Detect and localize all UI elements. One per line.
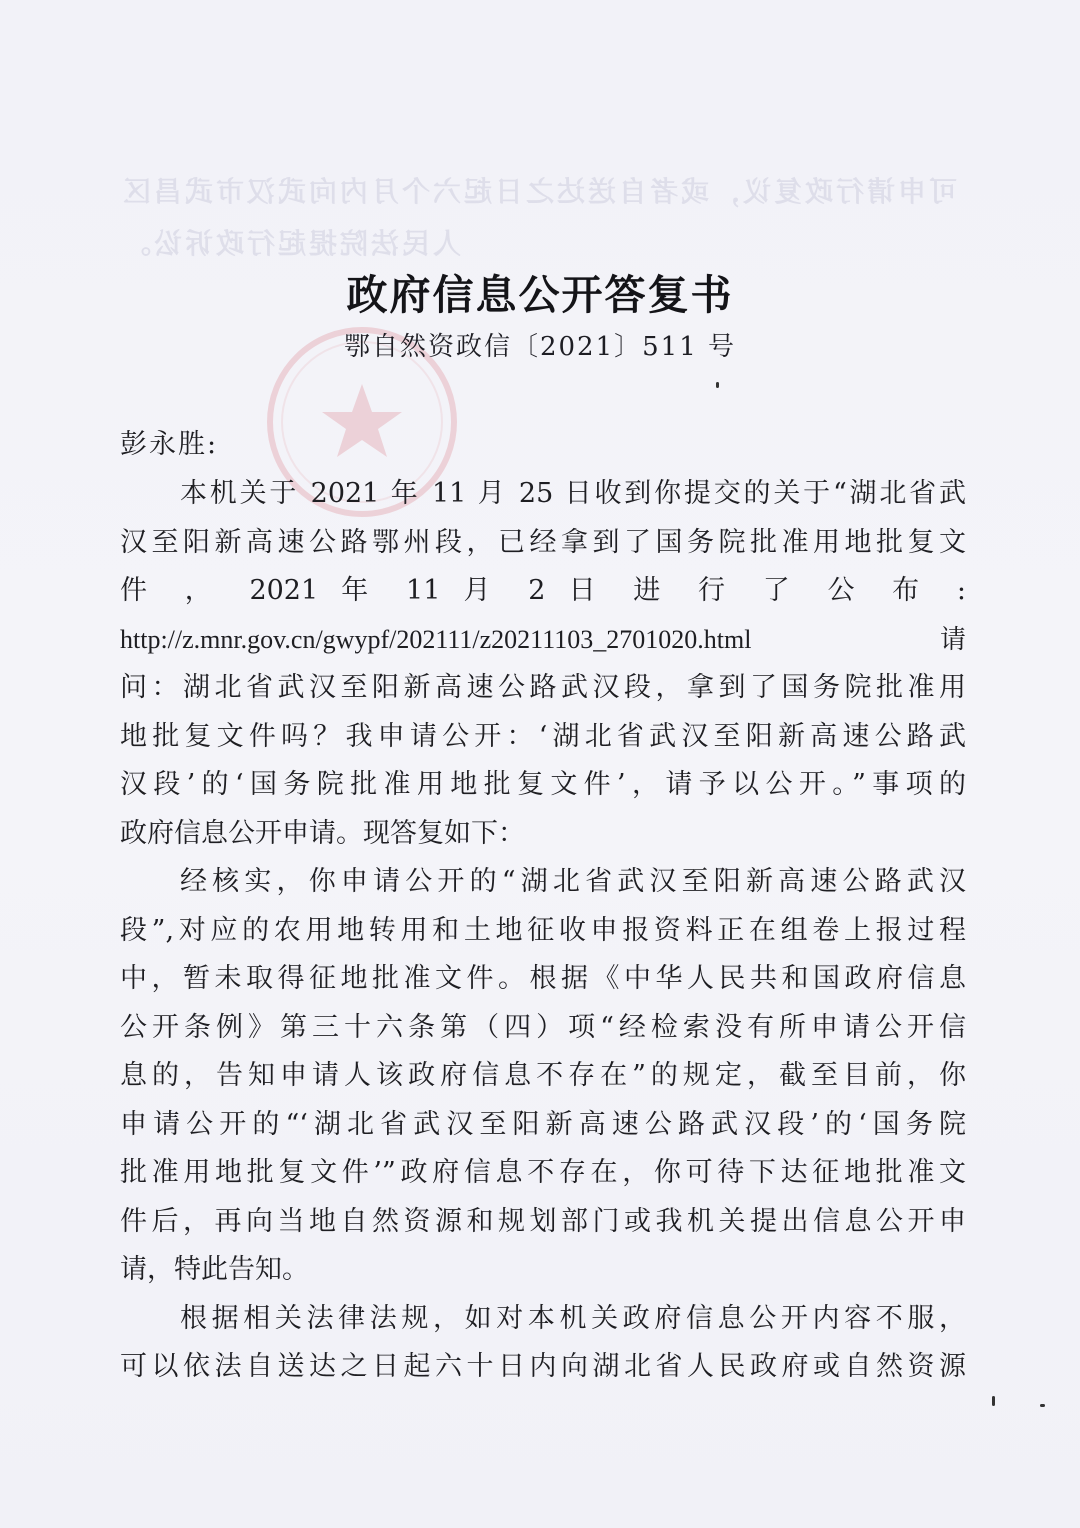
body-line: 汉段’的‘国务院批准用地批复文件’，请予以公开。”事项的: [120, 769, 966, 800]
body-line-url: http://z.mnr.gov.cn/gwypf/202111/z20211103_2701020.html 请: [120, 624, 966, 654]
body-line: 息的，告知申请人该政府信息不存在”的规定，截至目前，你: [120, 1060, 966, 1091]
body-line: 申请公开的“‘湖北省武汉至阳新高速公路武汉段’的‘国务院: [120, 1108, 966, 1140]
bleed-through-line-1: 可申请行政复议，或者自送达之日起六个月内向武汉市武昌区: [120, 175, 958, 208]
body-line: 请，特此告知。: [120, 1254, 309, 1285]
salutation: 彭永胜:: [120, 429, 219, 460]
page-title: 政府信息公开答复书: [346, 271, 734, 319]
body-line: 政府信息公开申请。现答复如下：: [120, 817, 525, 849]
body-line: 本机关于 2021 年 11 月 25 日收到你提交的关于“湖北省武: [180, 478, 966, 509]
document-number: 鄂自然资政信〔2021〕511 号: [343, 332, 737, 362]
body-line: 根据相关法律法规，如对本机关政府信息公开内容不服，: [180, 1302, 966, 1334]
body-line: 问：湖北省武汉至阳新高速公路武汉段，拿到了国务院批准用: [120, 672, 966, 703]
scan-speck: [992, 1396, 995, 1406]
body-line: 批准用地批复文件’”政府信息不存在，你可待下达征地批准文: [120, 1157, 966, 1188]
body-line: 段”,对应的农用地转用和土地征收申报资料正在组卷上报过程: [120, 914, 966, 946]
scan-speck: [1040, 1404, 1045, 1407]
bleed-through-line-2: 人民法院提起行政诉讼。: [120, 227, 462, 260]
body-line: 件 ， 2021 年 11 月 2 日 进 行 了 公 布 :: [120, 575, 966, 606]
body-line: 地批复文件吗？我申请公开：‘湖北省武汉至阳新高速公路武: [120, 720, 966, 752]
body-line: 汉至阳新高速公路鄂州段，已经拿到了国务院批准用地批复文: [120, 526, 966, 558]
body-line: 经核实，你申请公开的“湖北省武汉至阳新高速公路武汉: [180, 866, 966, 897]
body-line: 中，暂未取得征地批准文件。根据《中华人民共和国政府信息: [120, 963, 966, 994]
body-line: 件后，再向当地自然资源和规划部门或我机关提出信息公开申: [120, 1205, 966, 1237]
body-line: 可以依法自送达之日起六十日内向湖北省人民政府或自然资源: [120, 1351, 966, 1382]
scan-speck: [716, 382, 719, 388]
document-body: [120, 470, 966, 1392]
body-line: 公开条例》第三十六条第（四）项“经检索没有所申请公开信: [120, 1011, 966, 1043]
